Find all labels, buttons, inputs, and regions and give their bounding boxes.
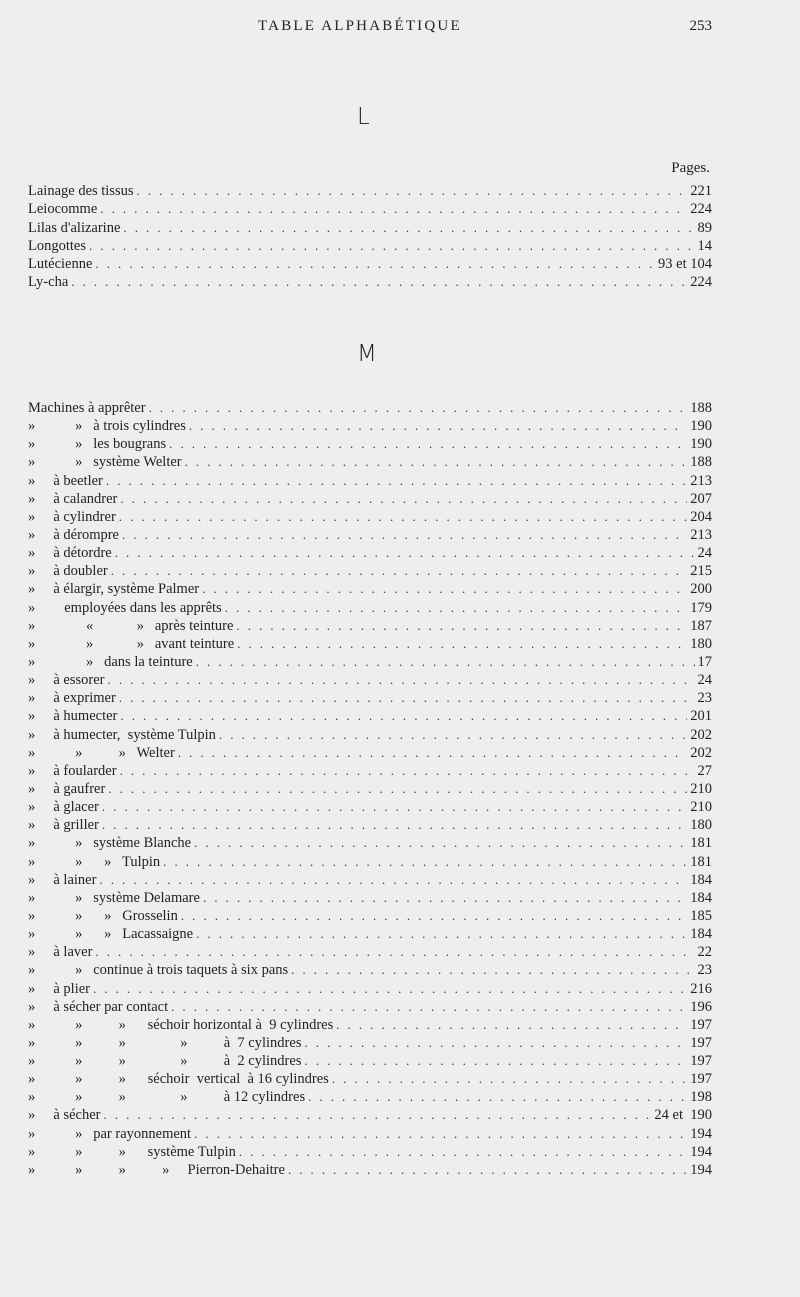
section-letter-m: M	[357, 341, 377, 367]
index-entry	[28, 182, 712, 200]
entry-term: » » continue à trois taquets à six pans	[28, 962, 289, 979]
dot-leader	[336, 1016, 687, 1034]
index-entry	[28, 744, 712, 762]
entry-page-ref: 187	[690, 617, 712, 634]
entry-term: » » à trois cylindres	[28, 418, 186, 435]
entry-page-ref: 197	[690, 1053, 712, 1070]
entry-page-ref: 210	[690, 780, 712, 797]
entry-term: » » » système Tulpin	[28, 1143, 236, 1160]
index-entry	[28, 1052, 712, 1070]
entry-term: » employées dans les apprêts	[28, 599, 222, 616]
index-entry	[28, 200, 712, 218]
entry-term: » à beetler	[28, 472, 103, 489]
entry-page-ref: 23	[697, 962, 712, 979]
entry-term: » » » Grosselin	[28, 907, 178, 924]
dot-leader	[149, 399, 688, 417]
dot-leader	[99, 871, 687, 889]
entry-page-ref: 188	[690, 454, 712, 471]
dot-leader	[108, 671, 695, 689]
index-entry	[28, 255, 712, 273]
entry-page-ref: 202	[690, 726, 712, 743]
entry-page-ref: 215	[690, 563, 712, 580]
index-entry	[28, 780, 712, 798]
dot-leader	[189, 417, 687, 435]
dot-leader	[304, 1034, 687, 1052]
index-entry	[28, 526, 712, 544]
entry-term: » à détordre	[28, 545, 112, 562]
entry-term: » » système Blanche	[28, 835, 192, 852]
entry-page-ref: 184	[690, 889, 712, 906]
entry-term: » à plier	[28, 980, 91, 997]
entry-page-ref: 213	[690, 472, 712, 489]
entry-term: » à lainer	[28, 871, 97, 888]
entry-page-ref: 197	[690, 1016, 712, 1033]
index-entry	[28, 1106, 712, 1124]
dot-leader	[203, 889, 687, 907]
index-entry	[28, 653, 712, 671]
entry-term: Longottes	[28, 237, 86, 254]
index-entry	[28, 562, 712, 580]
index-entry	[28, 580, 712, 598]
index-entry	[28, 237, 712, 255]
entry-page-ref: 184	[690, 926, 712, 943]
index-entry	[28, 273, 712, 291]
entry-page-ref: 24	[697, 672, 712, 689]
entry-term: » à laver	[28, 944, 93, 961]
entry-page-ref: 210	[690, 799, 712, 816]
entry-page-ref: 202	[690, 744, 712, 761]
dot-leader	[178, 744, 687, 762]
dot-leader	[163, 853, 687, 871]
entry-term: » » » Lacassaigne	[28, 926, 194, 943]
entry-term: » » » Welter	[28, 744, 175, 761]
dot-leader	[308, 1088, 687, 1106]
entry-page-ref: 24 et 190	[654, 1107, 712, 1124]
dot-leader	[171, 998, 687, 1016]
index-entry	[28, 798, 712, 816]
index-entry	[28, 961, 712, 979]
page-header	[0, 18, 800, 42]
dot-leader	[100, 200, 687, 218]
dot-leader	[196, 925, 687, 943]
index-entry	[28, 871, 712, 889]
index-entry	[28, 453, 712, 471]
entry-term: » à doubler	[28, 563, 108, 580]
entry-page-ref: 194	[690, 1125, 712, 1142]
entry-page-ref: 22	[697, 944, 712, 961]
dot-leader	[332, 1070, 687, 1088]
running-title: TABLE ALPHABÉTIQUE	[258, 18, 462, 34]
dot-leader	[202, 580, 687, 598]
entry-term: Leiocomme	[28, 201, 98, 218]
dot-leader	[120, 490, 687, 508]
index-entry	[28, 490, 712, 508]
index-entry	[28, 1034, 712, 1052]
dot-leader	[119, 689, 695, 707]
dot-leader	[95, 255, 655, 273]
entry-page-ref: 197	[690, 1034, 712, 1051]
dot-leader	[185, 453, 688, 471]
entry-term: » à humecter	[28, 708, 118, 725]
index-entry	[28, 435, 712, 453]
index-entry	[28, 816, 712, 834]
dot-leader	[93, 980, 687, 998]
entry-page-ref: 181	[690, 853, 712, 870]
entry-term: » à élargir, système Palmer	[28, 581, 200, 598]
dot-leader	[239, 1143, 687, 1161]
index-entry	[28, 219, 712, 237]
dot-leader	[120, 762, 695, 780]
index-entry	[28, 635, 712, 653]
entry-page-ref: 200	[690, 581, 712, 598]
dot-leader	[111, 562, 688, 580]
entry-page-ref: 93 et 104	[658, 256, 712, 273]
entry-term: » » système Welter	[28, 454, 182, 471]
entry-term: » à cylindrer	[28, 508, 116, 525]
index-entry	[28, 925, 712, 943]
index-entry	[28, 417, 712, 435]
index-entry	[28, 1125, 712, 1143]
entry-page-ref: 190	[690, 436, 712, 453]
section-letter-l: L	[357, 104, 370, 130]
entry-page-ref: 180	[690, 635, 712, 652]
entry-term: » » les bougrans	[28, 436, 167, 453]
dot-leader	[115, 544, 695, 562]
pages-column-label: Pages.	[671, 160, 710, 176]
index-entry	[28, 1016, 712, 1034]
entry-page-ref: 24	[697, 545, 712, 562]
entry-page-ref: 179	[690, 599, 712, 616]
entry-term: » » » » à 7 cylindres	[28, 1034, 302, 1051]
index-entry	[28, 707, 712, 725]
dot-leader	[137, 182, 688, 200]
entry-page-ref: 17	[697, 653, 712, 670]
entry-page-ref: 23	[697, 690, 712, 707]
index-entry	[28, 617, 712, 635]
entry-page-ref: 221	[690, 183, 712, 199]
entry-page-ref: 188	[690, 400, 712, 416]
dot-leader	[225, 599, 688, 617]
dot-leader	[304, 1052, 687, 1070]
index-entry	[28, 1070, 712, 1088]
entry-page-ref: 224	[690, 274, 712, 291]
entry-term: » à gaufrer	[28, 780, 106, 797]
entry-term: » à essorer	[28, 672, 105, 689]
entry-term: » » système Delamare	[28, 889, 200, 906]
index-entry	[28, 472, 712, 490]
dot-leader	[103, 1106, 651, 1124]
entry-page-ref: 194	[690, 1161, 712, 1178]
index-entry	[28, 998, 712, 1016]
entry-term: » à glacer	[28, 799, 99, 816]
dot-leader	[288, 1161, 687, 1179]
index-entry	[28, 689, 712, 707]
index-entry	[28, 599, 712, 617]
entry-term: » à sécher par contact	[28, 998, 169, 1015]
page-number: 253	[689, 18, 712, 34]
dot-leader	[102, 816, 687, 834]
entry-term: » » » » Pierron-Dehaitre	[28, 1161, 285, 1178]
dot-leader	[219, 726, 687, 744]
entry-page-ref: 216	[690, 980, 712, 997]
entry-page-ref: 14	[697, 237, 712, 254]
entry-page-ref: 204	[690, 508, 712, 525]
dot-leader	[194, 1125, 687, 1143]
entry-term: » » » séchoir vertical à 16 cylindres	[28, 1071, 329, 1088]
entry-term: » à griller	[28, 817, 99, 834]
entry-term: » » dans la teinture	[28, 653, 193, 670]
index-entry	[28, 907, 712, 925]
dot-leader	[95, 943, 694, 961]
entry-page-ref: 180	[690, 817, 712, 834]
entry-page-ref: 184	[690, 871, 712, 888]
entry-term: » » » » à 2 cylindres	[28, 1053, 302, 1070]
dot-leader	[71, 273, 687, 291]
entry-page-ref: 201	[690, 708, 712, 725]
entry-page-ref: 213	[690, 526, 712, 543]
index-entry	[28, 834, 712, 852]
entry-term: » » » Tulpin	[28, 853, 161, 870]
index-entry	[28, 544, 712, 562]
index-entry	[28, 762, 712, 780]
dot-leader	[181, 907, 687, 925]
entry-term: » à humecter, système Tulpin	[28, 726, 216, 743]
dot-leader	[102, 798, 687, 816]
entry-term: » » » » à 12 cylindres	[28, 1089, 306, 1106]
dot-leader	[108, 780, 687, 798]
entry-page-ref: 198	[690, 1089, 712, 1106]
entry-page-ref: 207	[690, 490, 712, 507]
dot-leader	[89, 237, 695, 255]
index-entry	[28, 726, 712, 744]
entry-term: » « » après teinture	[28, 617, 234, 634]
dot-leader	[194, 834, 687, 852]
m-entry-list	[28, 399, 712, 1179]
entry-term: » » » avant teinture	[28, 635, 235, 652]
index-entry	[28, 1161, 712, 1179]
entry-page-ref: 190	[690, 418, 712, 435]
entry-page-ref: 27	[697, 762, 712, 779]
entry-term: » à dérompre	[28, 526, 119, 543]
dot-leader	[122, 526, 687, 544]
l-entry-list	[28, 182, 712, 292]
index-entry	[28, 399, 712, 417]
entry-term: » à calandrer	[28, 490, 118, 507]
entry-term: » à foularder	[28, 762, 117, 779]
entry-term: Lilas d'alizarine	[28, 219, 121, 236]
index-entry	[28, 508, 712, 526]
index-entry	[28, 1088, 712, 1106]
dot-leader	[123, 219, 694, 237]
dot-leader	[237, 635, 687, 653]
index-entry	[28, 980, 712, 998]
dot-leader	[236, 617, 687, 635]
dot-leader	[120, 707, 687, 725]
entry-term: » » par rayonnement	[28, 1125, 192, 1142]
entry-page-ref: 196	[690, 998, 712, 1015]
entry-term: » à sécher	[28, 1107, 101, 1124]
dot-leader	[169, 435, 687, 453]
entry-term: Ly-cha	[28, 274, 69, 291]
entry-term: Lutécienne	[28, 256, 93, 273]
dot-leader	[106, 472, 687, 490]
index-entry	[28, 853, 712, 871]
index-entry	[28, 671, 712, 689]
entry-page-ref: 197	[690, 1071, 712, 1088]
entry-term: » à exprimer	[28, 690, 116, 707]
dot-leader	[196, 653, 695, 671]
entry-term: Machines à apprêter	[28, 400, 146, 416]
entry-page-ref: 181	[690, 835, 712, 852]
entry-page-ref: 185	[690, 907, 712, 924]
dot-leader	[291, 961, 694, 979]
index-entry	[28, 1143, 712, 1161]
index-entry	[28, 943, 712, 961]
index-entry	[28, 889, 712, 907]
entry-page-ref: 224	[690, 201, 712, 218]
entry-page-ref: 89	[697, 219, 712, 236]
entry-term: » » » séchoir horizontal à 9 cylindres	[28, 1016, 334, 1033]
dot-leader	[119, 508, 687, 526]
entry-term: Lainage des tissus	[28, 183, 134, 199]
entry-page-ref: 194	[690, 1143, 712, 1160]
